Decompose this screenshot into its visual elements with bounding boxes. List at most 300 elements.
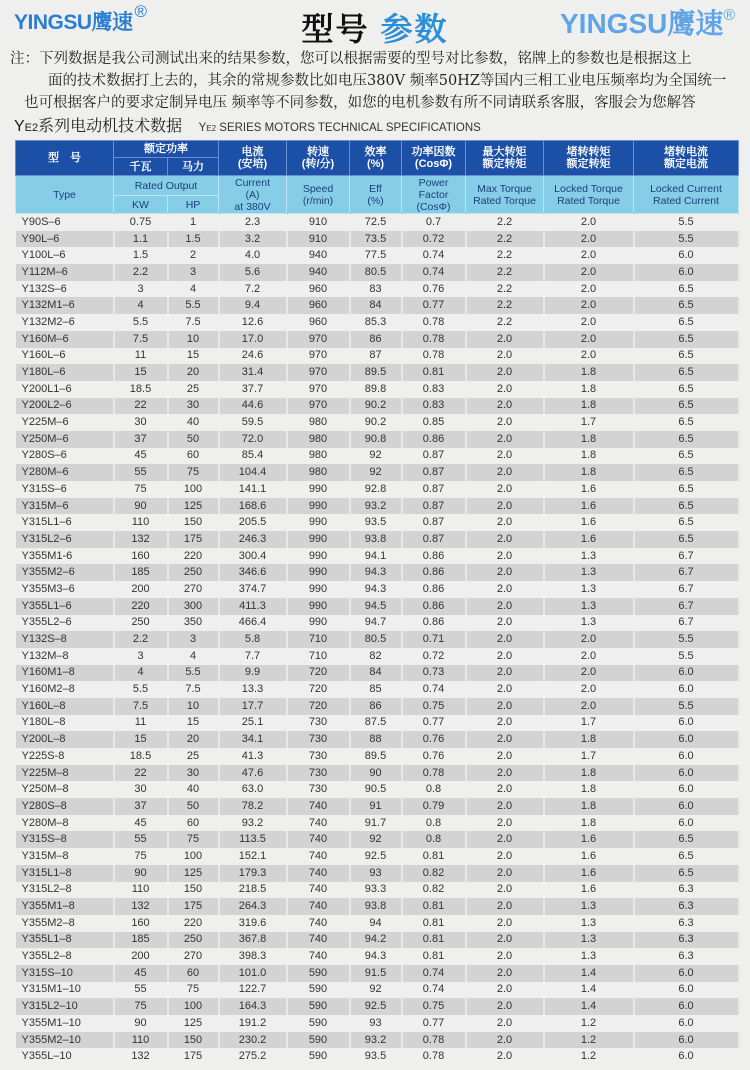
title-part1: 型号 (301, 11, 370, 47)
table-cell: Y160M2–8 (16, 681, 114, 698)
table-cell: 0.74 (402, 247, 466, 264)
table-cell: 990 (287, 615, 350, 632)
table-cell: 740 (287, 831, 350, 848)
table-cell: 6.5 (634, 348, 739, 365)
table-cell: Y180L–6 (16, 364, 114, 381)
col-max-torque-en: Max Torque Rated Torque (466, 176, 544, 214)
table-cell: Y355M2–8 (16, 915, 114, 932)
table-cell: 4 (114, 297, 168, 314)
table-cell: 0.87 (402, 448, 466, 465)
table-cell: 150 (168, 514, 219, 531)
table-cell: 104.4 (219, 464, 287, 481)
table-row (16, 982, 739, 999)
table-cell: 2.2 (466, 314, 544, 331)
table-cell: 6.0 (634, 715, 739, 732)
table-cell: 0.74 (402, 264, 466, 281)
table-cell: Y355L2–8 (16, 948, 114, 965)
table-cell: 185 (114, 932, 168, 949)
table-cell: 24.6 (219, 348, 287, 365)
table-cell: 1.1 (114, 231, 168, 248)
table-cell: 10 (168, 331, 219, 348)
table-cell: Y160M1–8 (16, 665, 114, 682)
table-cell: 100 (168, 848, 219, 865)
table-cell: 2.0 (466, 998, 544, 1015)
table-cell: 86 (350, 331, 402, 348)
table-cell: 175 (168, 1048, 219, 1065)
table-cell: 5.5 (168, 297, 219, 314)
table-cell: 75 (168, 982, 219, 999)
table-cell: 2.0 (466, 915, 544, 932)
col-kw-cn: 千瓦 (114, 158, 168, 176)
table-cell: 5.5 (634, 214, 739, 231)
table-cell: 2.0 (466, 331, 544, 348)
table-cell: 4.0 (219, 247, 287, 264)
table-cell: Y132S–8 (16, 631, 114, 648)
table-cell: Y315S–8 (16, 831, 114, 848)
table-cell: 6.5 (634, 414, 739, 431)
table-cell: 0.77 (402, 297, 466, 314)
table-cell: 94.3 (350, 948, 402, 965)
table-cell: 730 (287, 781, 350, 798)
col-eff-en: Eff (%) (350, 176, 402, 214)
table-cell: 90.8 (350, 431, 402, 448)
table-cell: 5.5 (634, 648, 739, 665)
table-cell: 60 (168, 448, 219, 465)
table-cell: 6.5 (634, 431, 739, 448)
table-cell: 93.8 (350, 898, 402, 915)
table-cell: 0.81 (402, 915, 466, 932)
table-cell: 270 (168, 581, 219, 598)
table-cell: 11 (114, 715, 168, 732)
table-cell: 740 (287, 865, 350, 882)
note-line: 注：下列数据是我公司测试出来的结果参数，您可以根据需要的型号对比参数，铭牌上的参数也是根据这上 (10, 51, 692, 67)
table-cell: 5.5 (634, 231, 739, 248)
table-cell: 6.5 (634, 514, 739, 531)
table-cell: 125 (168, 865, 219, 882)
table-cell: 92.8 (350, 481, 402, 498)
table-cell: 164.3 (219, 998, 287, 1015)
table-cell: 990 (287, 481, 350, 498)
table-cell: 2.0 (466, 681, 544, 698)
table-cell: 1.7 (544, 748, 634, 765)
table-cell: 0.82 (402, 865, 466, 882)
table-cell: 2.0 (466, 1032, 544, 1049)
table-cell: 92.5 (350, 848, 402, 865)
table-cell: Y112M–6 (16, 264, 114, 281)
table-cell: 0.86 (402, 598, 466, 615)
subtitle-en (199, 122, 481, 134)
table-cell: Y355M2–10 (16, 1032, 114, 1049)
table-cell: Y355M3–6 (16, 581, 114, 598)
table-cell: 990 (287, 581, 350, 598)
table-cell: 2.0 (544, 331, 634, 348)
table-cell: 200 (114, 948, 168, 965)
table-row (16, 381, 739, 398)
table-cell: Y315L2–10 (16, 998, 114, 1015)
col-eff-cn: 效率 (%) (350, 141, 402, 176)
table-cell: 6.5 (634, 381, 739, 398)
note-line: 面的技术数据打上去的，其余的常规参数比如电压380V 频率50HZ等国内三相工业电压频率均为全国统一 (48, 73, 727, 89)
table-cell: 80.5 (350, 631, 402, 648)
table-cell: 7.5 (114, 331, 168, 348)
table-cell: 160 (114, 915, 168, 932)
table-cell: 1.8 (544, 398, 634, 415)
table-cell: 218.5 (219, 882, 287, 899)
table-cell: 20 (168, 364, 219, 381)
table-cell: 264.3 (219, 898, 287, 915)
table-cell: 2.3 (219, 214, 287, 231)
table-row (16, 348, 739, 365)
col-locked-torque-cn: 堵转转矩 额定转矩 (544, 141, 634, 176)
table-cell: 1.8 (544, 765, 634, 782)
table-cell: Y225M–8 (16, 765, 114, 782)
table-cell: 6.5 (634, 531, 739, 548)
table-cell: 6.0 (634, 765, 739, 782)
table-cell: 2.0 (466, 765, 544, 782)
table-cell: 0.78 (402, 314, 466, 331)
table-cell: 0.77 (402, 1015, 466, 1032)
table-cell: 1.3 (544, 548, 634, 565)
table-cell: 1.2 (544, 1032, 634, 1049)
table-cell: 179.3 (219, 865, 287, 882)
table-cell: 200 (114, 581, 168, 598)
table-cell: Y315S–6 (16, 481, 114, 498)
table-cell: 7.2 (219, 281, 287, 298)
table-row (16, 898, 739, 915)
table-cell: 0.8 (402, 815, 466, 832)
table-cell: 0.86 (402, 564, 466, 581)
table-cell: 970 (287, 381, 350, 398)
table-cell: 15 (114, 364, 168, 381)
table-cell: 50 (168, 431, 219, 448)
table-row (16, 631, 739, 648)
table-cell: Y160L–6 (16, 348, 114, 365)
table-cell: 1.8 (544, 431, 634, 448)
table-cell: 5.6 (219, 264, 287, 281)
table-cell: 0.85 (402, 414, 466, 431)
table-cell: 730 (287, 731, 350, 748)
table-cell: 6.5 (634, 865, 739, 882)
table-cell: 0.75 (114, 214, 168, 231)
table-cell: 94.2 (350, 932, 402, 949)
table-row (16, 581, 739, 598)
col-max-torque-cn: 最大转矩 额定转矩 (466, 141, 544, 176)
table-cell: 4 (114, 665, 168, 682)
table-cell: 960 (287, 314, 350, 331)
table-cell: 2.0 (466, 882, 544, 899)
table-cell: 45 (114, 965, 168, 982)
table-cell: 980 (287, 464, 350, 481)
table-row (16, 281, 739, 298)
table-cell: Y355L–10 (16, 1048, 114, 1065)
table-cell: 0.86 (402, 548, 466, 565)
table-row (16, 331, 739, 348)
table-cell: 990 (287, 498, 350, 515)
table-cell: 0.81 (402, 364, 466, 381)
table-cell: 92 (350, 831, 402, 848)
col-rated-output-en: Rated Output (114, 176, 219, 196)
table-cell: 270 (168, 948, 219, 965)
table-cell: 6.0 (634, 748, 739, 765)
table-cell: Y90S–6 (16, 214, 114, 231)
table-cell: 94.3 (350, 564, 402, 581)
watermark-text: YINGSU鹰速 (560, 8, 724, 39)
table-cell: 2.0 (466, 348, 544, 365)
table-cell: Y315S–10 (16, 965, 114, 982)
table-cell: 910 (287, 214, 350, 231)
table-cell: 2.0 (466, 631, 544, 648)
table-cell: 3.2 (219, 231, 287, 248)
table-subtitle (14, 113, 481, 136)
table-cell: 2.2 (114, 631, 168, 648)
table-cell: 5.5 (168, 665, 219, 682)
table-cell: 3 (168, 264, 219, 281)
table-cell: 94.5 (350, 598, 402, 615)
table-cell: 7.5 (114, 698, 168, 715)
table-cell: Y355M1-6 (16, 548, 114, 565)
table-cell: 2.0 (466, 965, 544, 982)
table-cell: 0.77 (402, 715, 466, 732)
table-row (16, 798, 739, 815)
table-cell: 2.0 (466, 831, 544, 848)
col-speed-cn: 转速 (转/分) (287, 141, 350, 176)
table-cell: 2.2 (466, 247, 544, 264)
table-cell: 6.5 (634, 331, 739, 348)
table-cell: 220 (168, 915, 219, 932)
table-row (16, 865, 739, 882)
col-pf-cn: 功率因数 (CosΦ) (402, 141, 466, 176)
table-cell: 0.75 (402, 998, 466, 1015)
table-cell: 0.87 (402, 514, 466, 531)
table-cell: 940 (287, 247, 350, 264)
table-cell: 1.5 (168, 231, 219, 248)
table-row (16, 915, 739, 932)
table-cell: 1.3 (544, 898, 634, 915)
table-cell: 6.0 (634, 1048, 739, 1065)
table-cell: 1.8 (544, 731, 634, 748)
table-row (16, 715, 739, 732)
table-cell: 94 (350, 915, 402, 932)
table-cell: 2.0 (466, 948, 544, 965)
table-cell: 6.0 (634, 731, 739, 748)
table-cell: Y160L–8 (16, 698, 114, 715)
table-cell: Y315L1–8 (16, 865, 114, 882)
table-cell: 0.86 (402, 615, 466, 632)
table-row (16, 481, 739, 498)
table-cell: 55 (114, 464, 168, 481)
table-cell: 17.0 (219, 331, 287, 348)
table-cell: 2.2 (466, 297, 544, 314)
table-cell: 740 (287, 798, 350, 815)
table-row (16, 882, 739, 899)
table-cell: 1.6 (544, 531, 634, 548)
table-row (16, 448, 739, 465)
table-cell: 960 (287, 281, 350, 298)
table-row (16, 514, 739, 531)
table-cell: 590 (287, 1048, 350, 1065)
table-cell: 6.5 (634, 448, 739, 465)
table-cell: 0.79 (402, 798, 466, 815)
table-cell: 6.5 (634, 831, 739, 848)
col-rated-output-cn: 额定功率 (114, 141, 219, 158)
table-cell: 0.75 (402, 698, 466, 715)
table-cell: 1 (168, 214, 219, 231)
table-cell: 319.6 (219, 915, 287, 932)
table-cell: 0.86 (402, 581, 466, 598)
table-cell: 740 (287, 915, 350, 932)
subtitle-en-text: SERIES MOTORS TECHNICAL SPECIFICATIONS (216, 122, 481, 134)
table-cell: 100 (168, 481, 219, 498)
table-cell: 3 (114, 648, 168, 665)
table-cell: 2.0 (466, 731, 544, 748)
table-cell: 0.87 (402, 464, 466, 481)
table-cell: 910 (287, 231, 350, 248)
table-cell: 4 (168, 281, 219, 298)
table-row (16, 1048, 739, 1065)
table-cell: 75 (168, 464, 219, 481)
table-cell: 94.1 (350, 548, 402, 565)
table-cell: 6.0 (634, 1032, 739, 1049)
table-cell: 94.7 (350, 615, 402, 632)
table-cell: Y315L2–8 (16, 882, 114, 899)
table-cell: 132 (114, 531, 168, 548)
table-cell: 2.0 (466, 748, 544, 765)
table-cell: 2.0 (466, 414, 544, 431)
table-cell: 93.2 (219, 815, 287, 832)
table-cell: 2.0 (466, 1048, 544, 1065)
table-row (16, 214, 739, 231)
table-cell: 0.81 (402, 932, 466, 949)
table-cell: 87.5 (350, 715, 402, 732)
table-row (16, 531, 739, 548)
table-cell: 1.4 (544, 982, 634, 999)
table-cell: 31.4 (219, 364, 287, 381)
table-cell: 45 (114, 448, 168, 465)
table-cell: 250 (114, 615, 168, 632)
table-cell: 40 (168, 781, 219, 798)
table-cell: 34.1 (219, 731, 287, 748)
subtitle-cn-prefix: Y (14, 118, 25, 135)
table-row (16, 414, 739, 431)
table-cell: 18.5 (114, 748, 168, 765)
table-cell: 6.5 (634, 464, 739, 481)
table-cell: Y200L2–6 (16, 398, 114, 415)
table-cell: 590 (287, 965, 350, 982)
table-cell: 740 (287, 882, 350, 899)
table-cell: 55 (114, 982, 168, 999)
table-cell: 2.0 (544, 247, 634, 264)
table-cell: Y90L–6 (16, 231, 114, 248)
table-cell: 1.3 (544, 615, 634, 632)
table-cell: 6.0 (634, 681, 739, 698)
table-cell: Y355M2–6 (16, 564, 114, 581)
table-cell: Y160M–6 (16, 331, 114, 348)
table-cell: 2.0 (466, 615, 544, 632)
table-cell: 101.0 (219, 965, 287, 982)
table-cell: 89.5 (350, 748, 402, 765)
table-cell: 90 (114, 865, 168, 882)
table-cell: 6.0 (634, 264, 739, 281)
table-cell: 11 (114, 348, 168, 365)
subtitle-en-sub: E2 (206, 124, 217, 133)
table-cell: 970 (287, 398, 350, 415)
table-cell: 0.78 (402, 1032, 466, 1049)
motor-spec-table (15, 140, 740, 1065)
table-cell: 175 (168, 898, 219, 915)
table-cell: 1.8 (544, 364, 634, 381)
table-cell: 970 (287, 348, 350, 365)
table-cell: 205.5 (219, 514, 287, 531)
table-row (16, 698, 739, 715)
table-cell: 990 (287, 598, 350, 615)
table-cell: 87 (350, 348, 402, 365)
table-row (16, 748, 739, 765)
table-cell: 63.0 (219, 781, 287, 798)
table-cell: 466.4 (219, 615, 287, 632)
table-cell: 15 (114, 731, 168, 748)
table-cell: 83 (350, 281, 402, 298)
table-cell: 6.5 (634, 498, 739, 515)
table-cell: 0.72 (402, 648, 466, 665)
table-cell: 6.0 (634, 781, 739, 798)
table-cell: 970 (287, 364, 350, 381)
table-cell: 152.1 (219, 848, 287, 865)
table-cell: 15 (168, 715, 219, 732)
table-cell: 411.3 (219, 598, 287, 615)
table-cell: 60 (168, 815, 219, 832)
table-cell: 730 (287, 765, 350, 782)
table-cell: Y315L1–6 (16, 514, 114, 531)
table-cell: 10 (168, 698, 219, 715)
table-cell: 93 (350, 1015, 402, 1032)
table-cell: 980 (287, 414, 350, 431)
table-row (16, 965, 739, 982)
table-cell: Y250M–8 (16, 781, 114, 798)
table-cell: 93.2 (350, 1032, 402, 1049)
table-cell: 1.2 (544, 1015, 634, 1032)
table-cell: 1.3 (544, 564, 634, 581)
table-cell: 7.5 (168, 314, 219, 331)
table-cell: 6.3 (634, 915, 739, 932)
table-cell: 1.6 (544, 481, 634, 498)
table-cell: 350 (168, 615, 219, 632)
table-cell: 50 (168, 798, 219, 815)
table-cell: 2.0 (466, 481, 544, 498)
table-cell: 0.71 (402, 631, 466, 648)
table-cell: 41.3 (219, 748, 287, 765)
table-cell: Y355M1–10 (16, 1015, 114, 1032)
table-row (16, 948, 739, 965)
table-cell: 0.83 (402, 381, 466, 398)
registered-mark: ® (134, 2, 147, 21)
table-cell: 90 (350, 765, 402, 782)
table-cell: 6.0 (634, 1015, 739, 1032)
table-cell: 6.5 (634, 364, 739, 381)
table-cell: 78.2 (219, 798, 287, 815)
table-cell: 25.1 (219, 715, 287, 732)
table-cell: 6.0 (634, 665, 739, 682)
table-row (16, 398, 739, 415)
table-cell: 730 (287, 748, 350, 765)
table-cell: 0.87 (402, 531, 466, 548)
table-cell: 110 (114, 1032, 168, 1049)
table-cell: 1.3 (544, 932, 634, 949)
table-cell: Y355L2–6 (16, 615, 114, 632)
table-cell: 100 (168, 998, 219, 1015)
table-cell: 5.5 (114, 681, 168, 698)
table-cell: 90 (114, 498, 168, 515)
table-cell: 132 (114, 1048, 168, 1065)
